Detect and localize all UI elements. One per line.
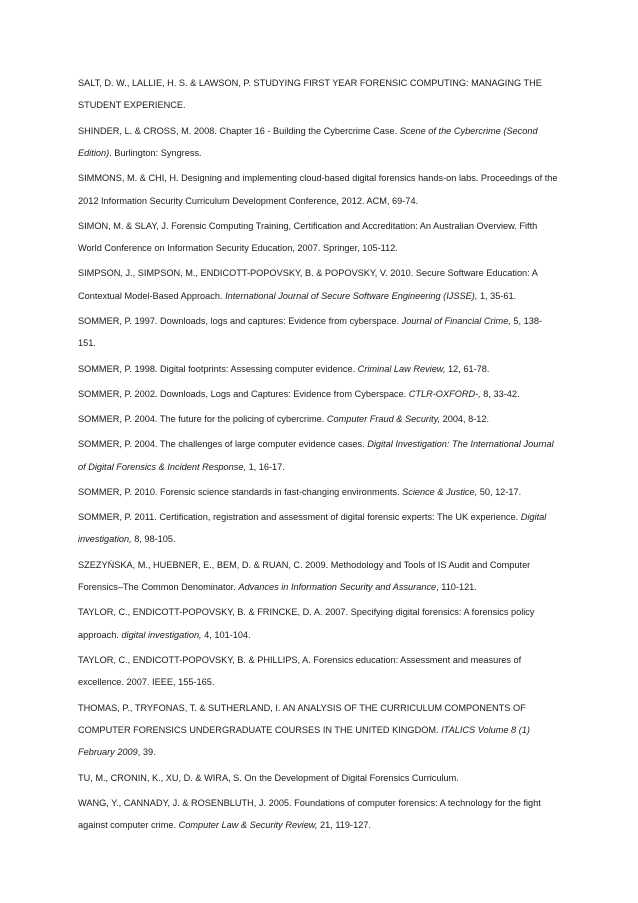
reference-text: SIMMONS, M. & CHI, H. Designing and implementing cloud-based digital forensics hands-on labs. Proceedings of the 2012 Information Security Curriculum Development Conference, 2012. ACM, 69-74. bbox=[78, 173, 558, 206]
reference-text: 5, 138-151. bbox=[78, 316, 543, 349]
reference-text: 21, 119-127. bbox=[317, 820, 371, 831]
reference-source-title: Computer Fraud & Security, bbox=[326, 414, 441, 425]
reference-text: SOMMER, P. 2002. Downloads, Logs and Captures: Evidence from Cyberspace. bbox=[78, 388, 409, 399]
reference-source-title: Digital investigation, bbox=[78, 512, 547, 545]
reference-text: SOMMER, P. 2010. Forensic science standards in fast-changing environments. bbox=[78, 486, 403, 497]
reference-text: , 110-121. bbox=[436, 582, 477, 593]
reference-source-title: Computer Law & Security Review, bbox=[178, 820, 318, 831]
reference-text: 4, 101-104. bbox=[201, 629, 251, 640]
reference-entry bbox=[78, 697, 558, 764]
reference-text: TAYLOR, C., ENDICOTT-POPOVSKY, B. & PHILLIPS, A. Forensics education: Assessment and measures of excellence. 2007. IEEE, 155-165. bbox=[78, 654, 522, 688]
reference-source-title: Digital Investigation: The International Journal of Digital Forensics & Incident Response, bbox=[78, 439, 554, 472]
reference-list bbox=[78, 72, 558, 839]
reference-entry bbox=[78, 358, 558, 380]
reference-text: . Burlington: Syngress. bbox=[109, 148, 202, 159]
reference-text: SIMPSON, J., SIMPSON, M., ENDICOTT-POPOVSKY, B. & POPOVSKY, V. 2010. Secure Software Education: A Contextual Model-Based Approach. bbox=[78, 268, 538, 301]
reference-text: TU, M., CRONIN, K., XU, D. & WIRA, S. On the Development of Digital Forensics Curriculum. bbox=[78, 772, 459, 783]
reference-text: SOMMER, P. 2011. Certification, registration and assessment of digital forensic experts: The UK experience. bbox=[78, 512, 521, 523]
reference-entry bbox=[78, 767, 558, 789]
reference-entry bbox=[78, 72, 558, 117]
reference-entry bbox=[78, 433, 558, 478]
reference-entry bbox=[78, 601, 558, 646]
reference-source-title: CTLR-OXFORD-, bbox=[408, 388, 481, 399]
reference-source-title: Criminal Law Review, bbox=[357, 363, 446, 374]
reference-entry bbox=[78, 554, 558, 599]
reference-text: 50, 12-17. bbox=[477, 486, 522, 497]
reference-text: 8, 33-42. bbox=[480, 388, 520, 399]
reference-text: 1, 35-61. bbox=[477, 290, 517, 301]
reference-text: SALT, D. W., LALLIE, H. S. & LAWSON, P. STUDYING FIRST YEAR FORENSIC COMPUTING: MANAGING THE STUDENT EXPERIENCE. bbox=[78, 78, 542, 111]
reference-entry bbox=[78, 215, 558, 260]
reference-text: SZEZYŃSKA, M., HUEBNER, E., BEM, D. & RUAN, C. 2009. Methodology and Tools of IS Audit and Computer Forensics–The Common Denominator. bbox=[78, 559, 531, 593]
reference-source-title: Scene of the Cybercrime (Second Edition) bbox=[78, 125, 538, 159]
reference-source-title: Advances in Information Security and Assurance bbox=[238, 582, 437, 593]
reference-text: SIMON, M. & SLAY, J. Forensic Computing Training, Certification and Accreditation: An Australian Overview. Fifth World Conference on Information Security Education, 2007. Springer, 105-112. bbox=[78, 220, 538, 254]
reference-text: SOMMER, P. 1997. Downloads, logs and captures: Evidence from cyberspace. bbox=[78, 316, 402, 327]
reference-source-title: ITALICS Volume 8 (1) February 2009 bbox=[78, 724, 530, 758]
reference-text: 2004, 8-12. bbox=[440, 414, 490, 425]
reference-entry bbox=[78, 120, 558, 165]
reference-source-title: Science & Justice, bbox=[402, 486, 478, 497]
reference-entry bbox=[78, 481, 558, 503]
reference-text: THOMAS, P., TRYFONAS, T. & SUTHERLAND, I. AN ANALYSIS OF THE CURRICULUM COMPONENTS OF COMPUTER FORENSICS UNDERGRADUATE COURSES IN THE UNITED KINGDOM. bbox=[78, 702, 526, 735]
reference-text: 1, 16-17. bbox=[246, 461, 285, 472]
reference-entry bbox=[78, 262, 558, 307]
reference-text: 8, 98-105. bbox=[131, 534, 176, 545]
reference-text: TAYLOR, C., ENDICOTT-POPOVSKY, B. & FRINCKE, D. A. 2007. Specifying digital forensics: A forensics policy approach. bbox=[78, 607, 535, 640]
reference-entry bbox=[78, 408, 558, 430]
reference-text: , 39. bbox=[137, 747, 156, 758]
reference-text: SOMMER, P. 1998. Digital footprints: Assessing computer evidence. bbox=[78, 363, 358, 374]
reference-source-title: International Journal of Secure Software Engineering (IJSSE), bbox=[225, 290, 478, 301]
reference-entry bbox=[78, 792, 558, 837]
reference-source-title: digital investigation, bbox=[121, 629, 202, 640]
reference-entry bbox=[78, 383, 558, 405]
reference-entry bbox=[78, 167, 558, 212]
reference-entry bbox=[78, 506, 558, 551]
reference-text: SOMMER, P. 2004. The future for the policing of cybercrime. bbox=[78, 414, 327, 425]
reference-text: SOMMER, P. 2004. The challenges of large computer evidence cases. bbox=[78, 439, 368, 450]
reference-text: WANG, Y., CANNADY, J. & ROSENBLUTH, J. 2005. Foundations of computer forensics: A technology for the fight against computer crime. bbox=[78, 797, 541, 831]
reference-entry bbox=[78, 649, 558, 694]
reference-source-title: Journal of Financial Crime, bbox=[401, 316, 511, 327]
reference-text: 12, 61-78. bbox=[445, 363, 490, 374]
reference-text: SHINDER, L. & CROSS, M. 2008. Chapter 16 - Building the Cybercrime Case. bbox=[78, 125, 400, 136]
reference-entry bbox=[78, 310, 558, 355]
